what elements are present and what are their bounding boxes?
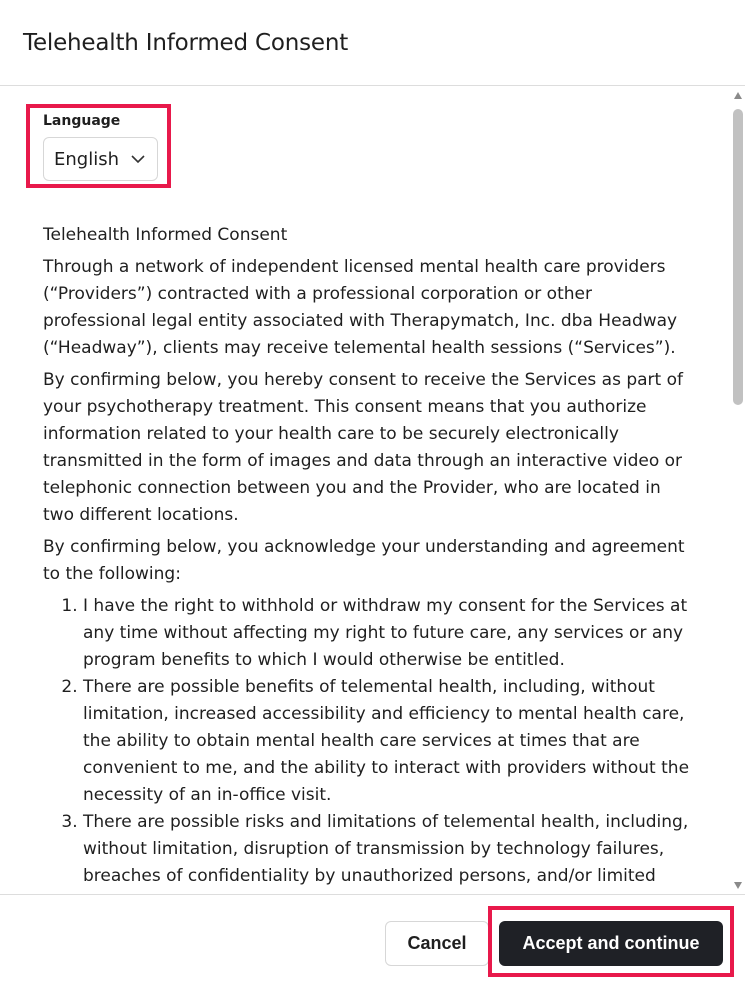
consent-list-item: 3. There are possible risks and limitations of telemental health, including, without limitation, disruption of transmission by technology failures, breaches of confidentiality by unauthorized persons, and/or limited <box>83 809 693 917</box>
accept-and-continue-button[interactable]: Accept and continue <box>499 921 723 966</box>
consent-document <box>43 222 693 917</box>
modal-header <box>0 0 745 86</box>
consent-list-item: 2. There are possible benefits of telemental health, including, without limitation, increased accessibility and efficiency to mental health care, the ability to obtain mental health care services at times that are convenient to me, and the ability to interact with providers without the necessity of an in-office visit. <box>83 674 693 809</box>
language-select[interactable] <box>43 137 158 181</box>
scroll-up-arrow-icon[interactable] <box>733 91 743 101</box>
consent-list <box>43 593 693 917</box>
vertical-scrollbar[interactable] <box>731 87 745 894</box>
consent-scroll-region[interactable] <box>0 87 745 894</box>
scrollbar-thumb[interactable] <box>733 109 743 405</box>
chevron-down-icon <box>130 153 146 165</box>
cancel-button[interactable]: Cancel <box>385 921 489 966</box>
document-heading: Telehealth Informed Consent <box>43 225 288 245</box>
document-paragraph: By confirming below, you acknowledge your understanding and agreement to the following: <box>43 537 685 584</box>
language-selected-value: English <box>54 148 119 170</box>
modal-title: Telehealth Informed Consent <box>23 29 349 56</box>
scroll-down-arrow-icon[interactable] <box>733 880 743 890</box>
consent-list-item: 1. I have the right to withhold or withdraw my consent for the Services at any time without affecting my right to future care, any services or any program benefits to which I would otherwise be entitled. <box>83 593 693 674</box>
document-paragraph: Through a network of independent licensed mental health care providers (“Providers”) contracted with a professional corporation or other professional legal entity associated with Therapymatch, Inc. dba Headway (“Headway”), clients may receive telemental health sessions (“Services”). <box>43 257 678 358</box>
language-label: Language <box>43 113 121 129</box>
document-paragraph: By confirming below, you hereby consent to receive the Services as part of your psychotherapy treatment. This consent means that you authorize information related to your health care to be securely electronically transmitted in the form of images and data through an interactive video or telephonic connection between you and the Provider, who are located in two different locations. <box>43 370 683 525</box>
modal-footer <box>0 894 745 990</box>
